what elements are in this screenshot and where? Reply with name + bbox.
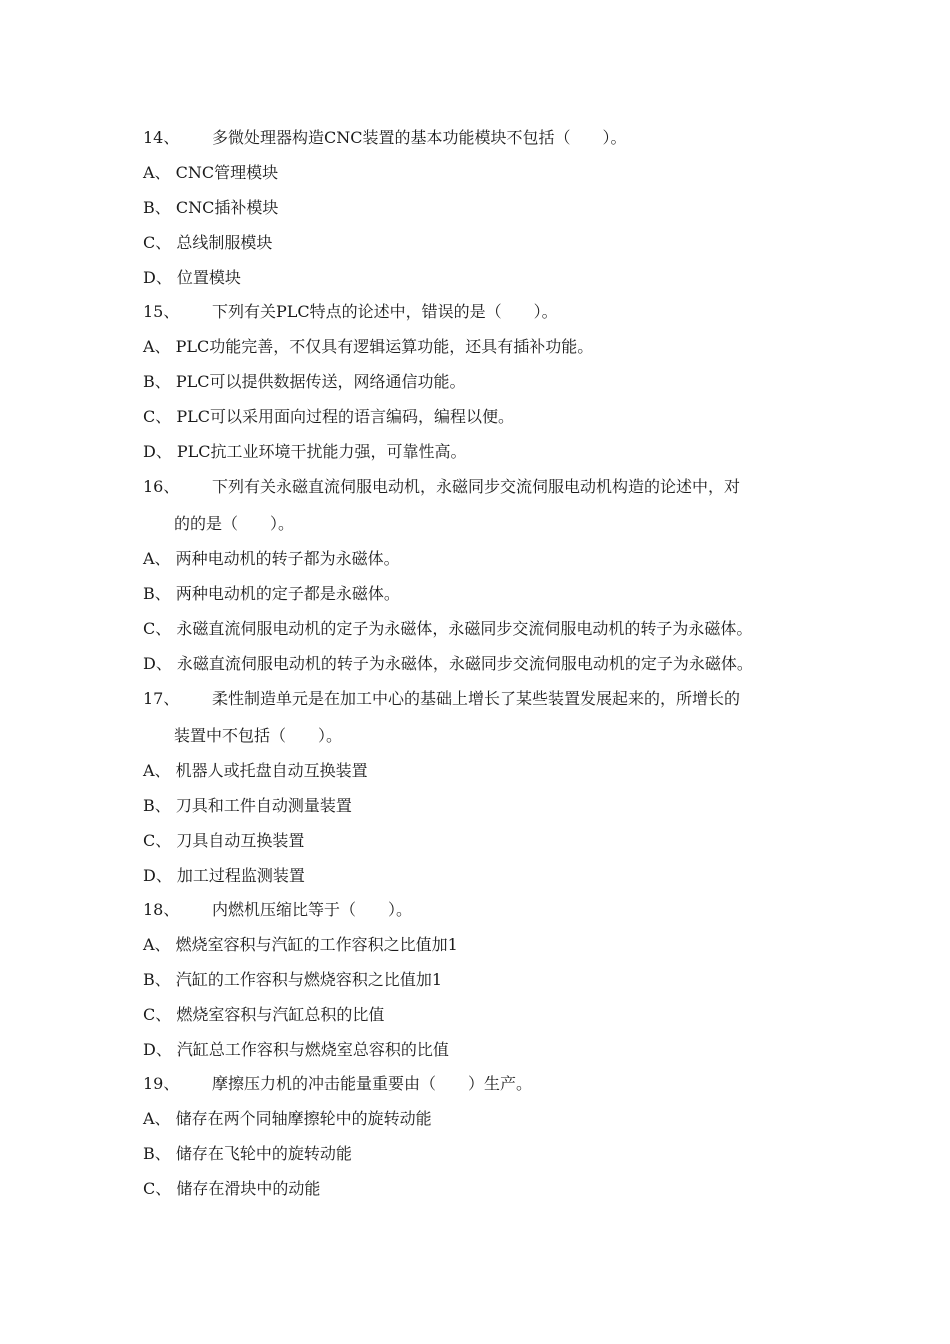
question-16-option-d: D、 永磁直流伺服电动机的转子为永磁体，永磁同步交流伺服电动机的定子为永磁体。 [143, 654, 753, 673]
question-18-number: 18、 [143, 900, 180, 919]
question-14-option-b: B、 CNC插补模块 [143, 198, 279, 217]
question-15-text: 下列有关PLC特点的论述中，错误的是（ ）。 [212, 302, 558, 321]
question-14-option-d: D、 位置模块 [143, 268, 241, 287]
question-18-text: 内燃机压缩比等于（ ）。 [212, 900, 413, 919]
question-16-option-a: A、 两种电动机的转子都为永磁体。 [143, 549, 400, 568]
question-15-option-a: A、 PLC功能完善，不仅具有逻辑运算功能，还具有插补功能。 [143, 337, 594, 356]
question-16-option-c: C、 永磁直流伺服电动机的定子为永磁体，永磁同步交流伺服电动机的转子为永磁体。 [143, 619, 753, 638]
question-17-option-c: C、 刀具自动互换装置 [143, 831, 305, 850]
question-17-text: 柔性制造单元是在加工中心的基础上增长了某些装置发展起来的，所增长的 [212, 689, 741, 708]
question-19-text: 摩擦压力机的冲击能量重要由（ ）生产。 [212, 1074, 533, 1093]
question-17-option-d: D、 加工过程监测装置 [143, 866, 305, 885]
question-17-option-a: A、 机器人或托盘自动互换装置 [143, 761, 368, 780]
question-19-number: 19、 [143, 1074, 180, 1093]
question-16-text: 下列有关永磁直流伺服电动机，永磁同步交流伺服电动机构造的论述中，对 [212, 477, 741, 496]
question-16-text-continued: 的的是（ ）。 [174, 514, 295, 533]
question-15-option-d: D、 PLC抗工业环境干扰能力强，可靠性高。 [143, 442, 467, 461]
question-18-option-c: C、 燃烧室容积与汽缸总积的比值 [143, 1005, 385, 1024]
question-18-option-d: D、 汽缸总工作容积与燃烧室总容积的比值 [143, 1040, 449, 1059]
question-16-number: 16、 [143, 477, 180, 496]
question-17-text-continued: 装置中不包括（ ）。 [174, 726, 343, 745]
question-16-option-b: B、 两种电动机的定子都是永磁体。 [143, 584, 400, 603]
question-17-option-b: B、 刀具和工件自动测量装置 [143, 796, 352, 815]
question-19-option-b: B、 储存在飞轮中的旋转动能 [143, 1144, 352, 1163]
question-19-option-c: C、 储存在滑块中的动能 [143, 1179, 321, 1198]
question-15-option-c: C、 PLC可以采用面向过程的语言编码，编程以便。 [143, 407, 514, 426]
question-14-option-a: A、 CNC管理模块 [143, 163, 279, 182]
question-18-option-b: B、 汽缸的工作容积与燃烧容积之比值加1 [143, 970, 443, 989]
question-17-number: 17、 [143, 689, 180, 708]
question-14-text: 多微处理器构造CNC装置的基本功能模块不包括（ ）。 [212, 128, 627, 147]
question-14-option-c: C、 总线制服模块 [143, 233, 273, 252]
question-15-number: 15、 [143, 302, 180, 321]
question-18-option-a: A、 燃烧室容积与汽缸的工作容积之比值加1 [143, 935, 458, 954]
question-15-option-b: B、 PLC可以提供数据传送，网络通信功能。 [143, 372, 466, 391]
question-19-option-a: A、 储存在两个同轴摩擦轮中的旋转动能 [143, 1109, 432, 1128]
question-14-number: 14、 [143, 128, 180, 147]
